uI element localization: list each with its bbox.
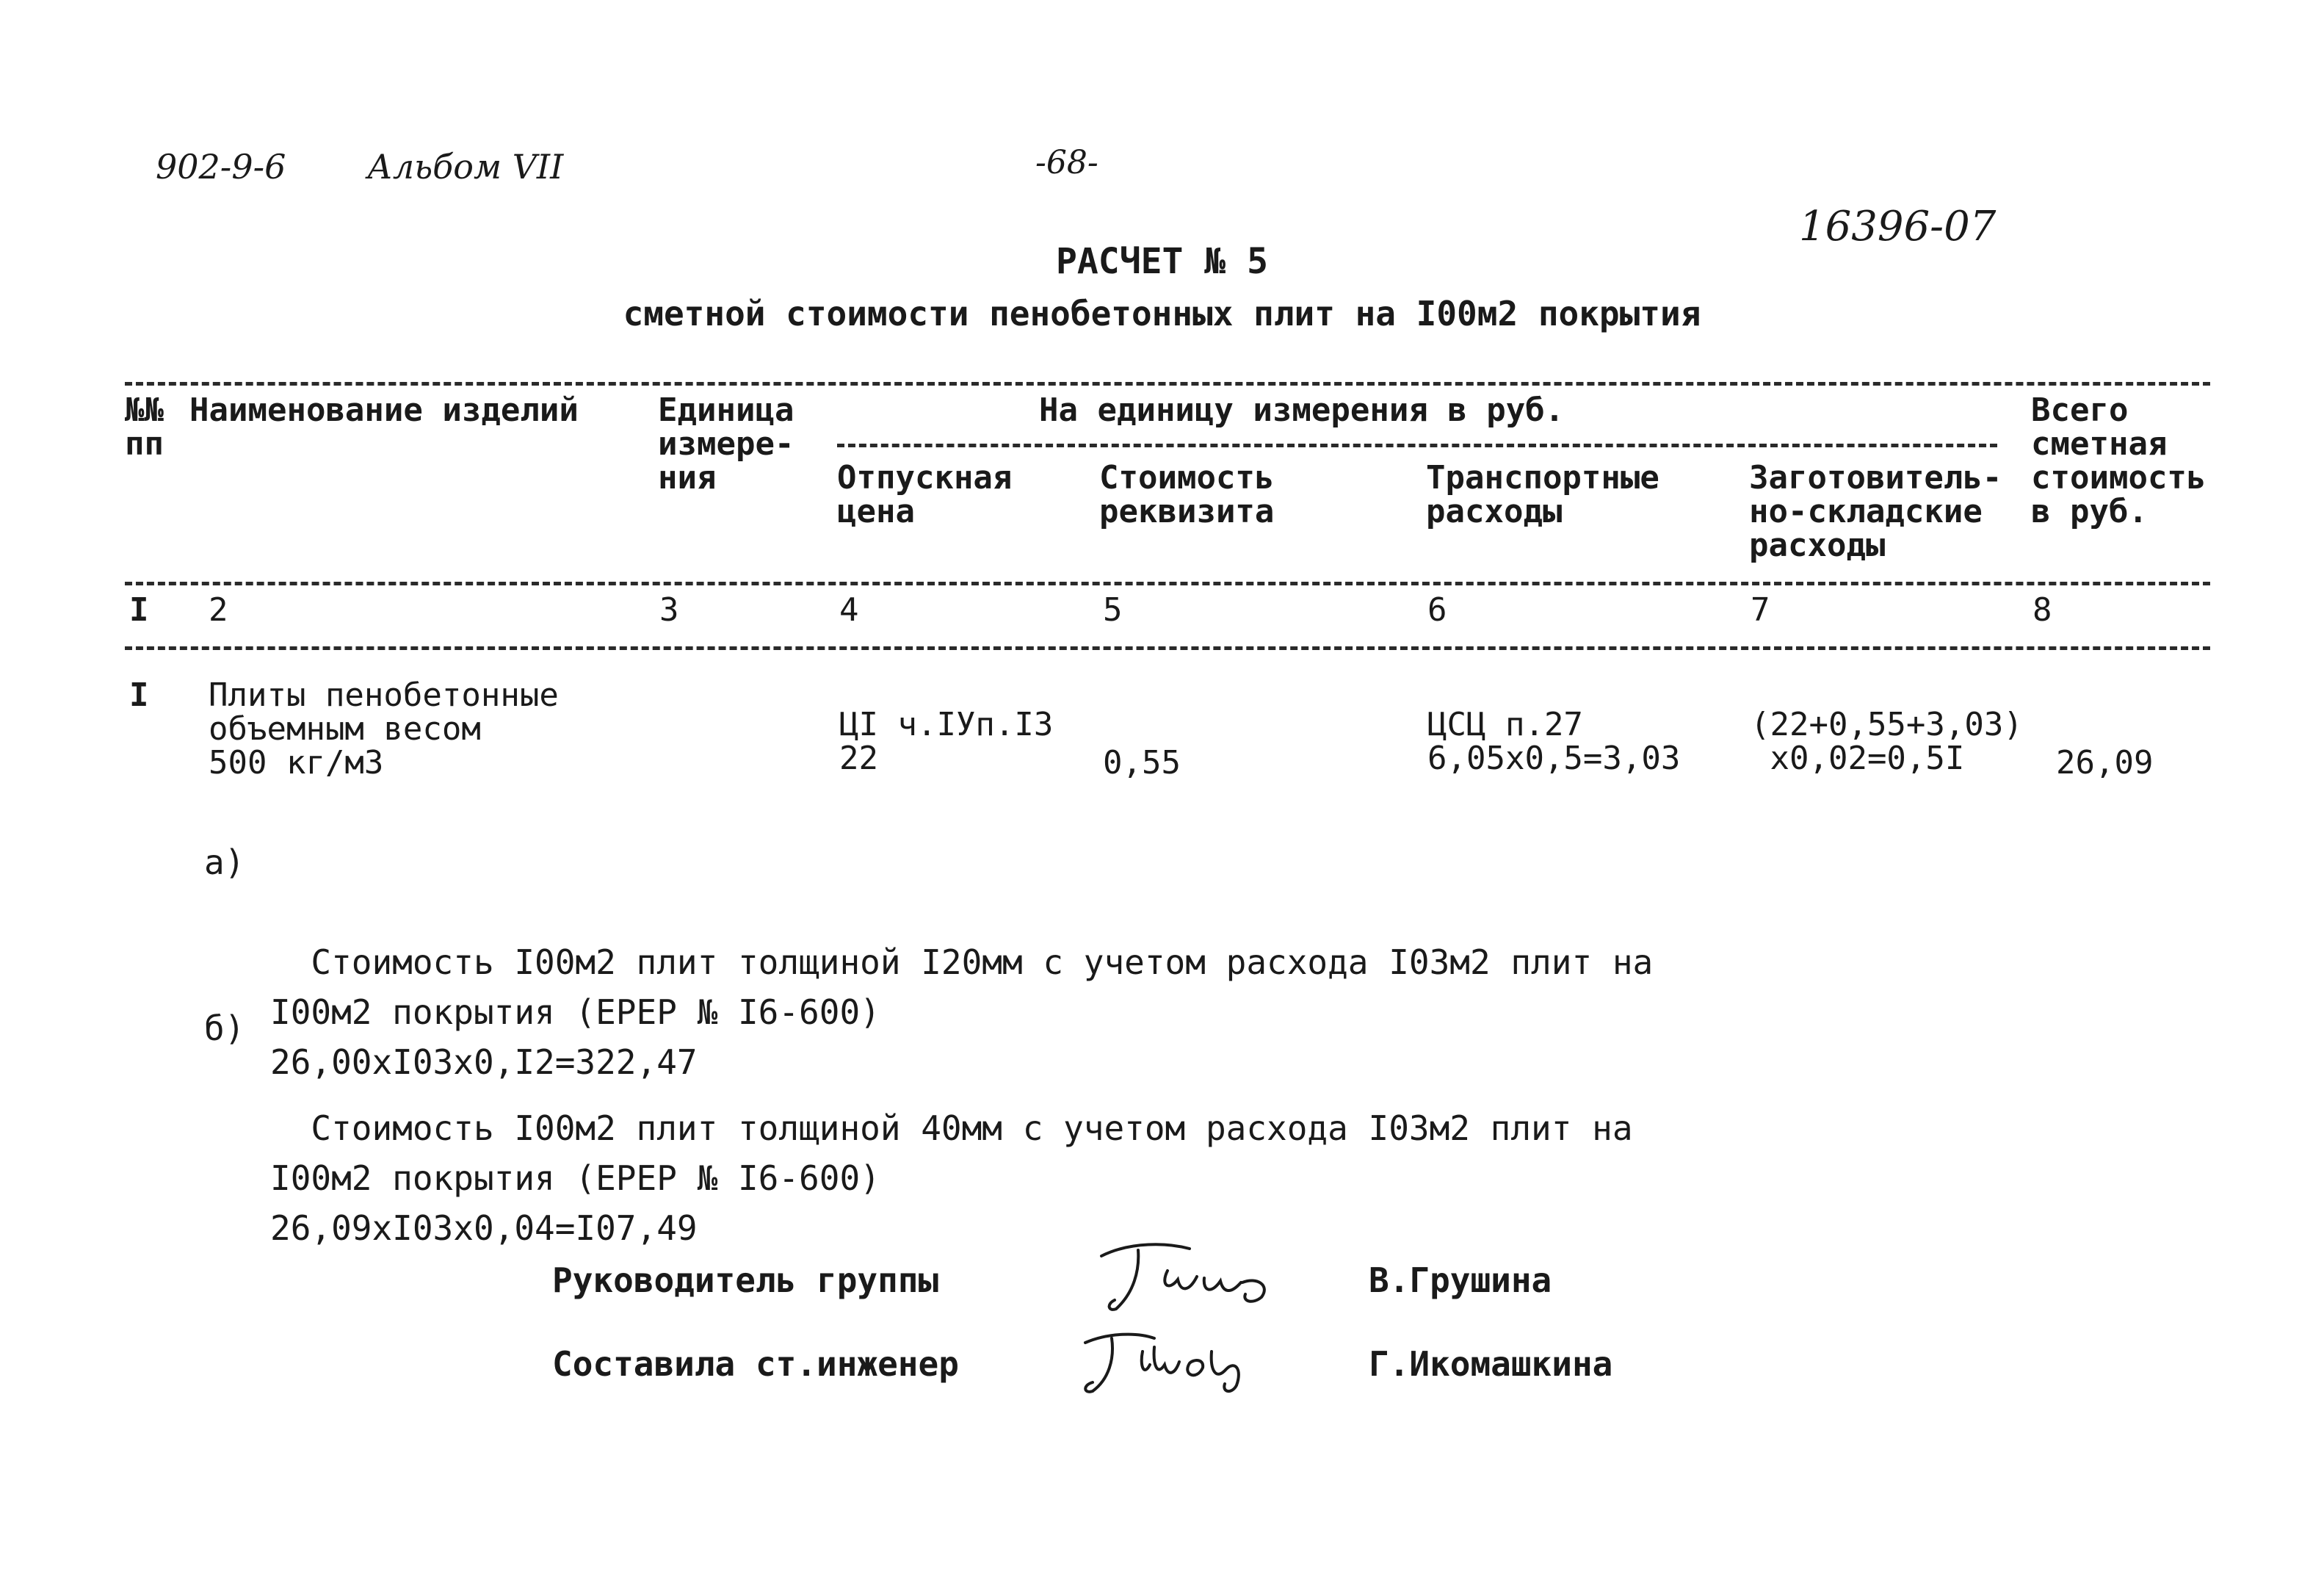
page-title: РАСЧЕТ № 5 <box>1056 241 1268 282</box>
column-number: 7 <box>1751 591 1770 629</box>
row-price: ЦI ч.IУп.I3 22 <box>839 706 1054 777</box>
column-number: I <box>129 591 149 629</box>
header-col-price: Отпускная цена <box>837 459 1013 530</box>
header-col-requisite: Стоимость реквизита <box>1099 459 1275 530</box>
signature-role: Составила ст.инженер <box>552 1344 959 1384</box>
handwritten-signature <box>1087 1234 1307 1322</box>
column-number: 4 <box>839 591 859 629</box>
row-transport: ЦСЦ п.27 6,05x0,5=3,03 <box>1427 706 1681 777</box>
signature-name: В.Грушина <box>1369 1260 1552 1300</box>
column-number: 3 <box>659 591 679 629</box>
column-number: 6 <box>1427 591 1447 629</box>
column-number: 2 <box>209 591 228 629</box>
row-requisite: 0,55 <box>1103 744 1181 782</box>
row-storage: (22+0,55+3,03) x0,02=0,5I <box>1751 706 2023 777</box>
page-number: -68- <box>1035 144 1098 181</box>
column-numbers-rule <box>125 646 2210 650</box>
header-bottom-rule <box>125 582 2210 585</box>
header-col-unit: Единица измере- ния <box>658 391 794 497</box>
column-number: 5 <box>1103 591 1123 629</box>
header-col-total: Всего сметная стоимость в руб. <box>2031 391 2207 530</box>
header-col-number: №№ пп <box>125 391 164 463</box>
handwritten-signature <box>1072 1322 1292 1403</box>
row-number: I <box>129 676 149 714</box>
header-group-per-unit: На единицу измерения в руб. <box>1039 391 1565 429</box>
note-item <box>204 1003 1633 1253</box>
note-text: Стоимость I00м2 плит толщиной 40мм с учетом расхода I03м2 плит на I00м2 покрытия (ЕРЕР № I6-600) 26,09xI03x0,04=I07,49 <box>270 1108 1633 1248</box>
document-code: 902-9-6 <box>156 147 286 187</box>
header-col-transport: Транспортные расходы <box>1426 459 1659 530</box>
header-col-name: Наименование изделий <box>189 391 579 429</box>
column-number: 8 <box>2032 591 2052 629</box>
note-label: б) <box>204 1008 245 1048</box>
album-label: Альбом VII <box>367 147 564 187</box>
signature-role: Руководитель группы <box>552 1260 939 1300</box>
group-header-rule <box>837 444 1997 447</box>
table-top-rule <box>125 382 2210 386</box>
row-name: Плиты пенобетонные объемным весом 500 кг/м3 <box>209 676 559 782</box>
header-col-storage: Заготовитель- но-складские расходы <box>1749 459 2002 564</box>
row-total: 26,09 <box>2056 744 2154 782</box>
note-text: Стоимость I00м2 плит толщиной I20мм с учетом расхода I03м2 плит на I00м2 покрытия (ЕРЕР № I6-600) 26,00xI03x0,I2=322,47 <box>270 942 1654 1082</box>
inventory-number: 16396-07 <box>1799 203 1997 250</box>
note-label: а) <box>204 842 245 882</box>
signature-name: Г.Икомашкина <box>1369 1344 1613 1384</box>
page-subtitle: сметной стоимости пенобетонных плит на I00м2 покрытия <box>623 294 1701 333</box>
